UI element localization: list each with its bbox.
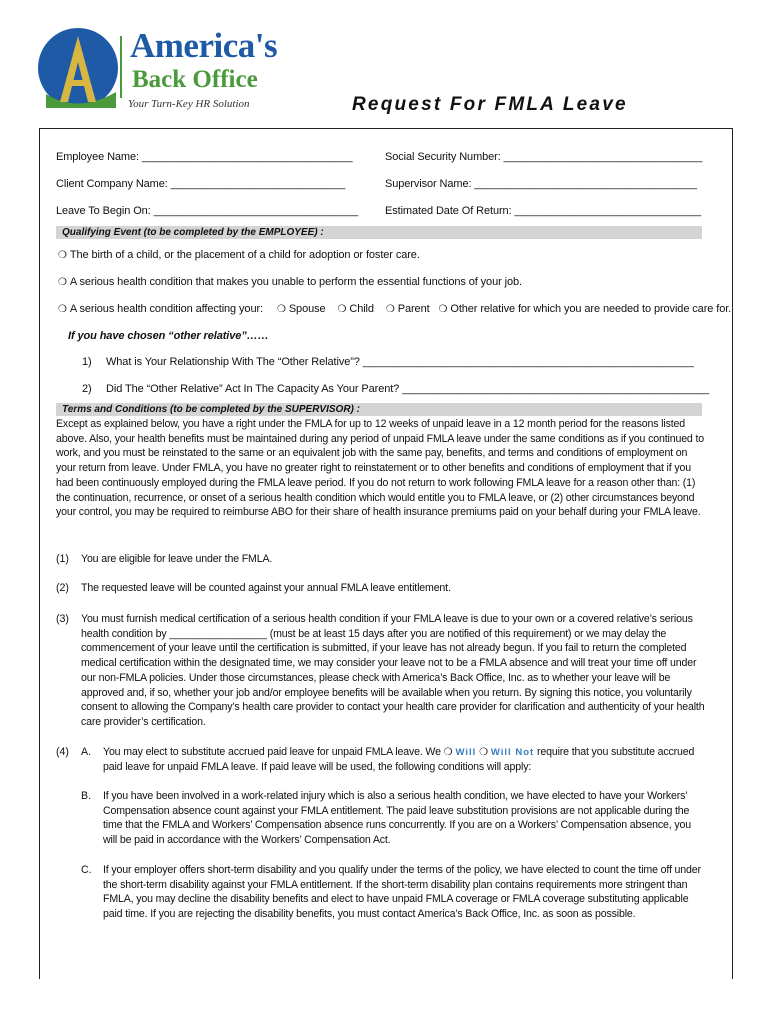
checkbox-child-icon[interactable]: ❍ bbox=[337, 304, 347, 315]
child-label: Child bbox=[349, 303, 374, 315]
ssn-field[interactable]: Social Security Number: _________________________________ bbox=[385, 151, 703, 163]
checkbox-other-icon[interactable]: ❍ bbox=[438, 304, 448, 315]
form-title: Request For FMLA Leave bbox=[352, 94, 628, 115]
qualifying-event-header: Qualifying Event (to be completed by the EMPLOYEE) : bbox=[56, 226, 702, 239]
checkbox-icon[interactable]: ❍ bbox=[58, 304, 67, 315]
leave-begin-field[interactable]: Leave To Begin On: __________________________________ bbox=[56, 205, 359, 217]
option-birth[interactable] bbox=[58, 249, 420, 261]
other-relative-label: Other relative for which you are needed to provide care for. bbox=[450, 303, 732, 315]
item-4-number: (4) bbox=[56, 746, 69, 758]
parent-label: Parent bbox=[397, 303, 430, 315]
option-family-label: A serious health condition affecting your: bbox=[69, 303, 263, 315]
company-logo bbox=[36, 22, 326, 116]
item-4a-letter: A. bbox=[81, 746, 92, 758]
item-4b-letter: B. bbox=[81, 790, 92, 802]
item-1-number: (1) bbox=[56, 553, 69, 565]
question-2-number: 2) bbox=[82, 383, 92, 395]
supervisor-name-field[interactable]: Supervisor Name: _____________________________________ bbox=[385, 178, 698, 190]
other-relative-heading: If you have chosen “other relative”…… bbox=[68, 330, 269, 342]
item-3-number: (3) bbox=[56, 613, 69, 625]
option-birth-label: The birth of a child, or the placement of a child for adoption or foster care. bbox=[69, 249, 420, 261]
item-4a-line2: paid leave for unpaid FMLA leave. If paid leave will be used, the following conditions will apply: bbox=[103, 761, 532, 773]
option-self-label: A serious health condition that makes you unable to perform the essential functions of your job. bbox=[69, 276, 522, 288]
logo-tagline: Your Turn-Key HR Solution bbox=[128, 98, 250, 110]
option-family-condition bbox=[58, 303, 731, 315]
item-1-text: You are eligible for leave under the FMLA. bbox=[81, 553, 273, 565]
item-4a-line1 bbox=[103, 746, 694, 758]
item-3-text: You must furnish medical certification of a serious health condition if your FMLA leave is due to your own or a covered relative’s serious health condition by _________________ (must be at least 15 days after you are notified of this requirement) or we may delay the commencement of your leave until the certification is submitted, if your leave has not already begun. If you fail to return the completed medical certification within the designated time, we may consider your leave not to be a FMLA absence and will treat your time off under our non-FMLA policies. Under those circumstances, please check with America’s Back Office, Inc. as to whether your leave will be approved and, if so, whether your job and/or employee benefits will be available when you return. By signing this notice, you voluntarily consent to allowing the Company’s health care provider to contact your health care provider for clarification and authenticity of your health care provider’s certification. bbox=[81, 613, 705, 728]
client-company-field[interactable]: Client Company Name: _____________________________ bbox=[56, 178, 346, 190]
item-2-text: The requested leave will be counted against your annual FMLA leave entitlement. bbox=[81, 582, 451, 594]
will-not-option[interactable]: Will Not bbox=[490, 747, 535, 758]
terms-header: Terms and Conditions (to be completed by the SUPERVISOR) : bbox=[56, 403, 702, 416]
item-4b-text: If you have been involved in a work-related injury which is also a serious health condition, we have elected to have your Workers’ Compensation absence count against your FMLA entitlement. The paid leave substitution provisions are not applicable during the time that the FMLA and Workers’ Compensation absence runs concurrently. If you are on a Workers’ Compensation absence, you will be paid in accordance with the Workers’ Compensation Act. bbox=[103, 790, 692, 847]
item-4a-lead: You may elect to substitute accrued paid leave for unpaid FMLA leave. We bbox=[103, 746, 441, 758]
spouse-label: Spouse bbox=[288, 303, 326, 315]
item-4c-text: If your employer offers short-term disability and you qualify under the terms of the policy, we have elected to count the time off under the short-term disability against your FMLA entitlement. If the short-term disability plan contains requirements more stringent than FMLA, you may decline the disability benefits and elect to have unpaid FMLA coverage or FMLA coverage substituting applicable paid time. If you are rejecting the disability benefits, you must contact America’s Back Office, Inc. as soon as possible. bbox=[103, 864, 701, 921]
item-4c-letter: C. bbox=[81, 864, 92, 876]
checkbox-will-not-icon[interactable]: ❍ bbox=[479, 747, 488, 758]
checkbox-spouse-icon[interactable]: ❍ bbox=[276, 304, 286, 315]
logo-brand-line1: America's bbox=[130, 26, 278, 65]
option-self-condition[interactable] bbox=[58, 276, 522, 288]
checkbox-icon[interactable]: ❍ bbox=[58, 277, 67, 288]
checkbox-will-icon[interactable]: ❍ bbox=[443, 747, 453, 758]
item-4a-tail: require that you substitute accrued bbox=[536, 746, 695, 758]
checkbox-icon[interactable]: ❍ bbox=[58, 250, 67, 261]
relationship-question[interactable]: What is Your Relationship With The “Other Relative”? _______________________________________________________ bbox=[106, 356, 694, 368]
logo-brand-line2: Back Office bbox=[132, 66, 258, 93]
employee-name-field[interactable]: Employee Name: ___________________________________ bbox=[56, 151, 353, 163]
return-date-field[interactable]: Estimated Date Of Return: _______________________________ bbox=[385, 205, 702, 217]
terms-intro: Except as explained below, you have a right under the FMLA for up to 12 weeks of unpaid leave in a 12 month period for the reasons listed above. Also, your health benefits must be maintained during any period of unpaid FMLA leave under the same conditions as if you continued to work, and you must be reinstated to the same or an equivalent job with the same pay, benefits, and terms and conditions of employment on your return from leave. Under FMLA, you have no greater right to reinstatement or to other benefits and conditions of employment that if you had been continuously employed during the FMLA leave period. If you do not return to work following FMLA leave for a reason other than: (1) the continuation, recurrence, or onset of a serious health condition which would entitle you to FMLA leave, or (2) other circumstances beyond your control, you may be required to reimburse ABO for their share of health insurance premiums paid on your behalf during your FMLA leave. bbox=[56, 418, 705, 519]
checkbox-parent-icon[interactable]: ❍ bbox=[385, 304, 395, 315]
question-1-number: 1) bbox=[82, 356, 92, 368]
capacity-question[interactable]: Did The “Other Relative” Act In The Capacity As Your Parent? ___________________________________________________ bbox=[106, 383, 710, 395]
item-2-number: (2) bbox=[56, 582, 69, 594]
will-option[interactable]: Will bbox=[455, 747, 477, 758]
